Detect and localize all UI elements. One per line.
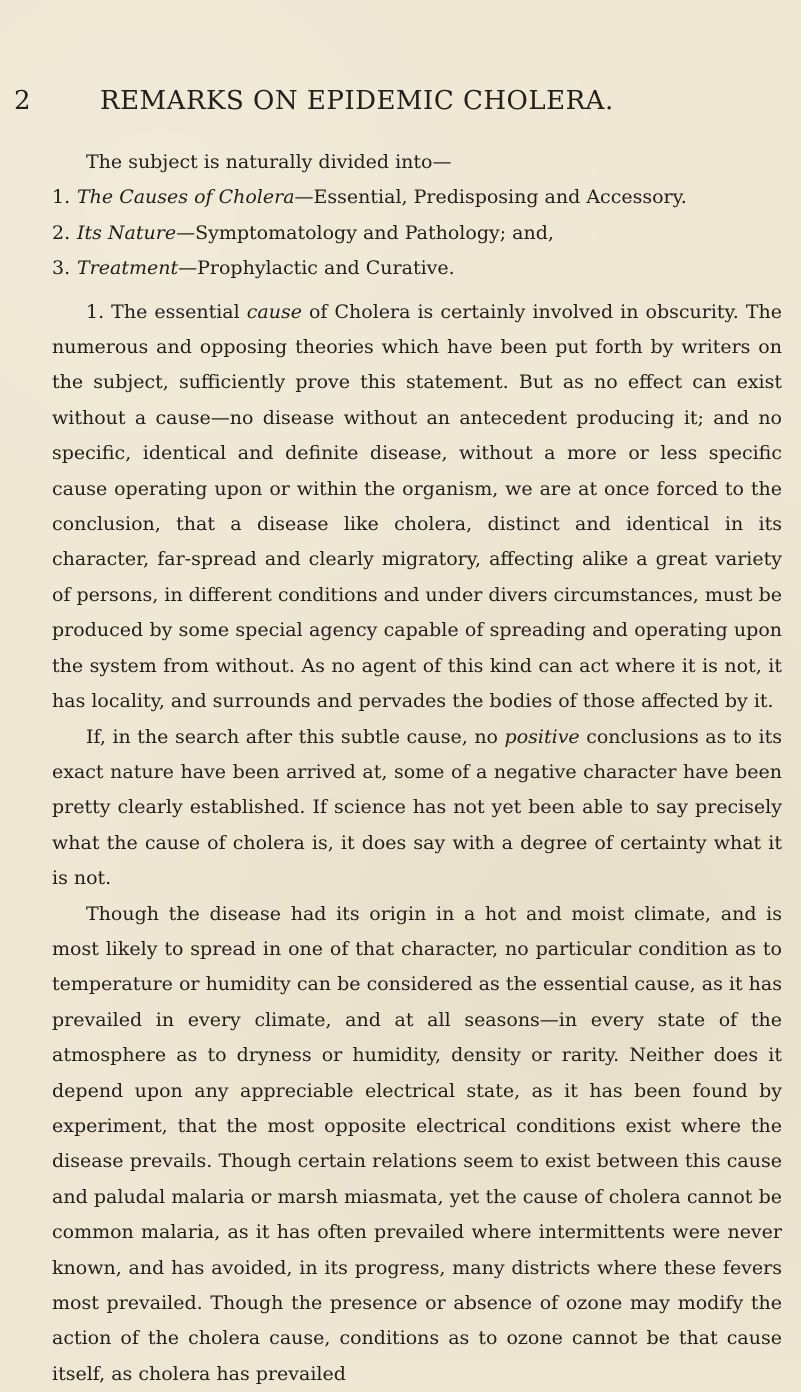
topic-title: Treatment (77, 257, 179, 280)
topic-title: The Causes of Cholera (77, 186, 295, 209)
paragraph-prefix: If, in the search after this subtle cause, no (86, 725, 505, 748)
topic-description: —Essential, Predisposing and Accessory. (294, 186, 687, 209)
running-title: REMARKS ON EPIDEMIC CHOLERA. (100, 86, 614, 116)
paragraph-prefix: Though the disease had its origin in a hot and moist climate, and is most likely to spread in one of that character, no particular condition as to temperature or humidity can be considered as the essential cause, as it has prevailed in every climate, and at all seasons—in every state of the atmosphere as to dryness or humidity, density or rarity. Neither does it depend upon any appreciable electrical state, as it has been found by experiment, that the most opposite electrical conditions exist where the disease prevails. Though certain relations seem to exist between this cause and paludal malaria or marsh miasmata, yet the cause of cholera cannot be common malaria, as it has often prevailed where intermittents were never known, and has avoided, in its progress, many districts where these fevers most prevailed. Though the presence or absence of ozone may modify the action of the cholera cause, conditions as to ozone cannot be that cause itself, as cholera has prevailed (52, 902, 782, 1385)
paragraph-prefix: 1. The essential (86, 300, 247, 323)
body-paragraph (52, 295, 782, 720)
emphasized-word: cause (246, 300, 302, 323)
body-paragraph (52, 897, 782, 1392)
topic-description: —Symptomatology and Pathology; and, (176, 221, 554, 244)
topic-list-item (52, 251, 782, 286)
intro-sentence: The subject is naturally divided into— (86, 151, 452, 173)
topic-list-item (52, 180, 782, 215)
topic-number: 1. (52, 186, 71, 209)
paragraph-text: of Cholera is certainly involved in obscurity. The numerous and opposing theories which have been put forth by writers on the subject, sufficiently prove this statement. But as no effect can exist without a cause—no disease without an antecedent producing it; and no specific, identical and definite disease, without a more or less specific cause operating upon or within the organism, we are at once forced to the conclusion, that a disease like cholera, distinct and identical in its character, far-spread and clearly migratory, affecting alike a great variety of persons, in different conditions and under divers circumstances, must be produced by some special agency capable of spreading and operating upon the system from without. As no agent of this kind can act where it is not, it has locality, and surrounds and pervades the bodies of those affected by it. (52, 300, 783, 713)
topic-description: —Prophylactic and Curative. (178, 257, 455, 280)
page-number: 2 (14, 86, 32, 116)
topic-number: 2. (52, 221, 71, 244)
body-paragraph (52, 720, 782, 897)
topic-list-item (52, 216, 782, 251)
page-header (14, 84, 774, 118)
page-content (52, 145, 782, 1392)
topic-list (52, 180, 782, 286)
paragraph-text: conclusions as to its exact nature have been arrived at, some of a negative character have been pretty clearly established. If science has not yet been able to say precisely what the cause of cholera is, it does say with a degree of certainty what it is not. (52, 725, 782, 890)
topic-title: Its Nature (77, 221, 177, 244)
emphasized-word: positive (504, 725, 580, 748)
topic-number: 3. (52, 257, 71, 280)
